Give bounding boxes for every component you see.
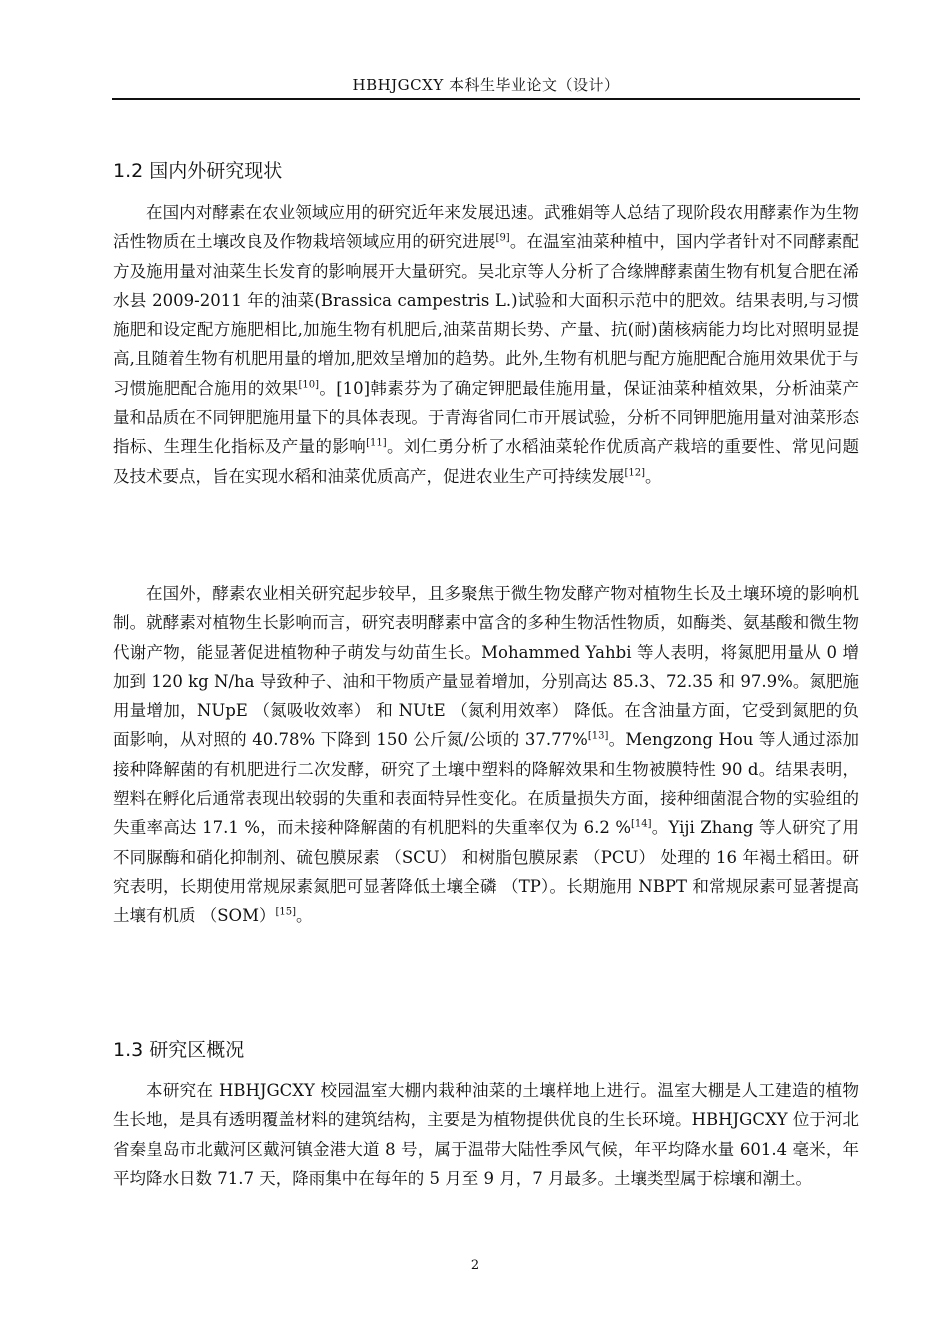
citation-ref: [12] (624, 467, 646, 479)
citation-ref: [15] (275, 906, 297, 918)
section-heading-1-2: 1.2 国内外研究现状 (113, 160, 283, 182)
citation-ref: [13] (587, 730, 609, 742)
citation-ref: [10] (298, 379, 319, 391)
text-run: 。在温室油菜种植中，国内学者针对不同酵素配方及施用量对油菜生长发育的影响展开大量研究。吴北京等人分析了合缘牌酵素菌生物有机复合肥在浠水县 2009-2011 年的油菜(Brassica campestris L.)试验和大面积示范中的肥效。结果表明,与习惯施肥和设定配方施肥相比,加施生物有机肥后,油菜苗期长势、产量、抗(耐)菌核病能力均比对照明显提高,且随着生物有机肥用量的增加,肥效呈增加的趋势。此外,生物有机肥与配方施肥配合施用效果优于与习惯施肥配合施用的效果 (113, 232, 860, 398)
text-run: 。刘仁勇分析了水稻油菜轮作优质高产栽培的重要性、常见问题及技术要点，旨在实现水稻和油菜优质高产，促进农业生产可持续发展 (113, 437, 860, 486)
text-run: 。[10]韩素芬为了确定钾肥最佳施用量，保证油菜种植效果，分析油菜产量和品质在不同钾肥施用量下的具体表现。于青海省同仁市开展试验，分析不同钾肥施用量对油菜形态指标、生理生化指标及产量的影响 (113, 378, 859, 457)
page-header-title: HBHJGCXY 本科生毕业论文（设计） (352, 76, 620, 94)
citation-ref: [9] (495, 232, 510, 244)
text-run: 在国内对酵素在农业领域应用的研究近年来发展迅速。武雅娟等人总结了现阶段农用酵素作为生物活性物质在土壤改良及作物栽培领域应用的研究进展 (113, 203, 859, 252)
paragraph-domestic-research (113, 198, 859, 491)
section-heading-1-3: 1.3 研究区概况 (113, 1039, 245, 1061)
text-run: 。Yiji Zhang 等人研究了用不同脲酶和硝化抑制剂、硫包膜尿素 （SCU） 和树脂包膜尿素 （PCU） 处理的 16 年褐土稻田。研究表明，长期使用常规尿素氮肥可显著降低土壤全磷 （TP）。长期施用 NBPT 和常规尿素可显著提高土壤有机质 （SOM） (113, 818, 859, 926)
citation-ref: [14] (631, 818, 652, 830)
text-run: 在国外，酵素农业相关研究起步较早，且多聚焦于微生物发酵产物对植物生长及土壤环境的影响机制。就酵素对植物生长影响而言，研究表明酵素中富含的多种生物活性物质，如酶类、氨基酸和微生物代谢产物，能显著促进植物种子萌发与幼苗生长。Mohammed Yahbi 等人表明，将氮肥用量从 0 增加到 120 kg N/ha 导致种子、油和干物质产量显着增加，分别高达 85.3、72.35 和 97.9%。氮肥施用量增加，NUpE （氮吸收效率） 和 NUtE （氮利用效率） 降低。在含油量方面，它受到氮肥的负面影响，从对照的 40.78% 下降到 150 公斤氮/公顷的 37.77% (113, 584, 859, 750)
paragraph-foreign-research (113, 579, 859, 931)
text-run: 。 (645, 466, 662, 486)
page-number: 2 (470, 1258, 480, 1273)
text-run: 。Mengzong Hou 等人通过添加接种降解菌的有机肥进行二次发酵，研究了土壤中塑料的降解效果和生物被膜特性 90 d。结果表明，塑料在孵化后通常表现出较弱的失重和表面特异性变化。在质量损失方面，接种细菌混合物的实验组的失重率高达 17.1 %，而未接种降解菌的有机肥料的失重率仅为 6.2 % (113, 730, 860, 838)
text-run: 。 (296, 906, 313, 926)
paragraph-study-area: 本研究在 HBHJGCXY 校园温室大棚内栽种油菜的土壤样地上进行。温室大棚是人工建造的植物生长地，是具有透明覆盖材料的建筑结构，主要是为植物提供优良的生长环境。HBHJGCXY 位于河北省秦皇岛市北戴河区戴河镇金港大道 8 号，属于温带大陆性季风气候，年平均降水量 601.4 毫米，年平均降水日数 71.7 天，降雨集中在每年的 5 月至 9 月，7 月最多。土壤类型属于棕壤和潮土。 (113, 1081, 859, 1188)
citation-ref: [11] (366, 437, 387, 449)
header-rule (112, 98, 860, 100)
